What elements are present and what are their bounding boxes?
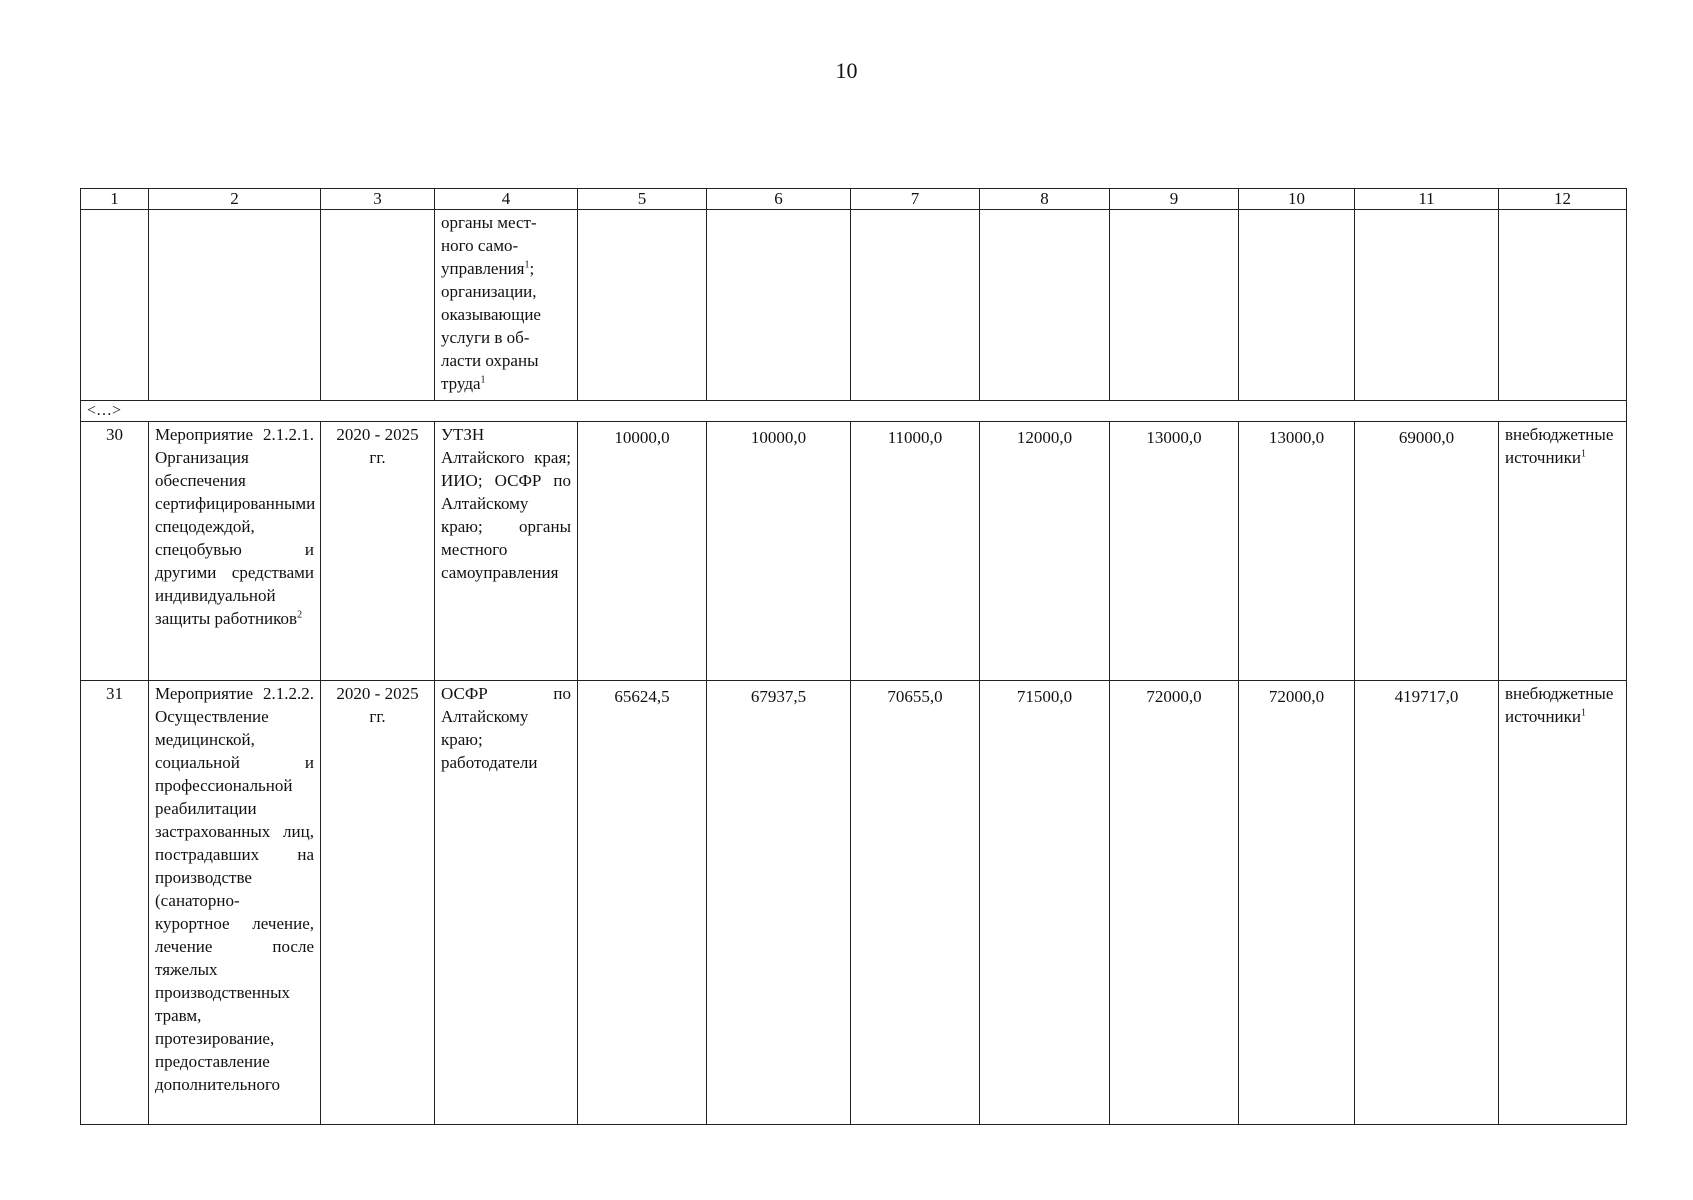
measure-name: Мероприятие 2.1.2.2. Осуществление медицинской, социальной и профессиональной реабилитации застрахованных лиц, пострадавших на производстве (санаторно-курортное лечение, лечение после тяжелых производственных травм, протезирование, предоставление дополнительного xyxy=(149,681,321,1125)
program-table xyxy=(80,188,1627,1125)
cell-empty xyxy=(1110,210,1239,401)
header-row xyxy=(81,189,1627,210)
column-header: 3 xyxy=(321,189,435,210)
value-cell: 11000,0 xyxy=(851,422,980,681)
cell-empty xyxy=(578,210,707,401)
value-cell: 13000,0 xyxy=(1239,422,1355,681)
measure-name: Мероприятие 2.1.2.1. Организация обеспечения сертифицированными спецодеждой, спецобувью и другими средствами индивидуальной защиты работников$^2$ xyxy=(149,422,321,681)
cell-empty xyxy=(149,210,321,401)
column-header: 6 xyxy=(707,189,851,210)
period: 2020 - 2025 гг. xyxy=(321,681,435,1125)
column-header: 5 xyxy=(578,189,707,210)
row-number: 31 xyxy=(81,681,149,1125)
page-number: 10 xyxy=(835,58,858,83)
value-cell: 65624,5 xyxy=(578,681,707,1125)
value-cell: 13000,0 xyxy=(1110,422,1239,681)
funding-source: внебюджетные источники$^1$ xyxy=(1499,422,1627,681)
period: 2020 - 2025 гг. xyxy=(321,422,435,681)
cell-empty xyxy=(707,210,851,401)
column-header: 7 xyxy=(851,189,980,210)
row-number: 30 xyxy=(81,422,149,681)
table-row xyxy=(81,422,1627,681)
cell-empty xyxy=(980,210,1110,401)
cell-empty xyxy=(1239,210,1355,401)
executors: УТЗН Алтайского края; ИИО; ОСФР по Алтайскому краю; органы местного самоуправления xyxy=(435,422,578,681)
column-header: 1 xyxy=(81,189,149,210)
column-header: 2 xyxy=(149,189,321,210)
value-cell: 72000,0 xyxy=(1239,681,1355,1125)
executors: ОСФР по Алтайскому краю; работодатели xyxy=(435,681,578,1125)
table-row xyxy=(81,681,1627,1125)
column-header: 8 xyxy=(980,189,1110,210)
value-cell: 71500,0 xyxy=(980,681,1110,1125)
cell-empty xyxy=(81,210,149,401)
value-cell: 10000,0 xyxy=(578,422,707,681)
value-cell: 69000,0 xyxy=(1355,422,1499,681)
funding-source: внебюджетные источники$^1$ xyxy=(1499,681,1627,1125)
column-header: 9 xyxy=(1110,189,1239,210)
cell-empty xyxy=(1499,210,1627,401)
column-header: 11 xyxy=(1355,189,1499,210)
continuation-row xyxy=(81,210,1627,401)
cell-empty xyxy=(851,210,980,401)
column-header: 4 xyxy=(435,189,578,210)
omission-marker: <…> xyxy=(81,401,1627,422)
separator-row xyxy=(81,401,1627,422)
cell-empty xyxy=(1355,210,1499,401)
cell-empty xyxy=(321,210,435,401)
value-cell: 70655,0 xyxy=(851,681,980,1125)
value-cell: 72000,0 xyxy=(1110,681,1239,1125)
column-header: 12 xyxy=(1499,189,1627,210)
value-cell: 12000,0 xyxy=(980,422,1110,681)
value-cell: 67937,5 xyxy=(707,681,851,1125)
value-cell: 419717,0 xyxy=(1355,681,1499,1125)
value-cell: 10000,0 xyxy=(707,422,851,681)
column-header: 10 xyxy=(1239,189,1355,210)
continuation-executors: органы мест- ного само- управления$^1$; организации, оказывающие услуги в об- ласти охраны труда$^1$ xyxy=(435,210,578,401)
